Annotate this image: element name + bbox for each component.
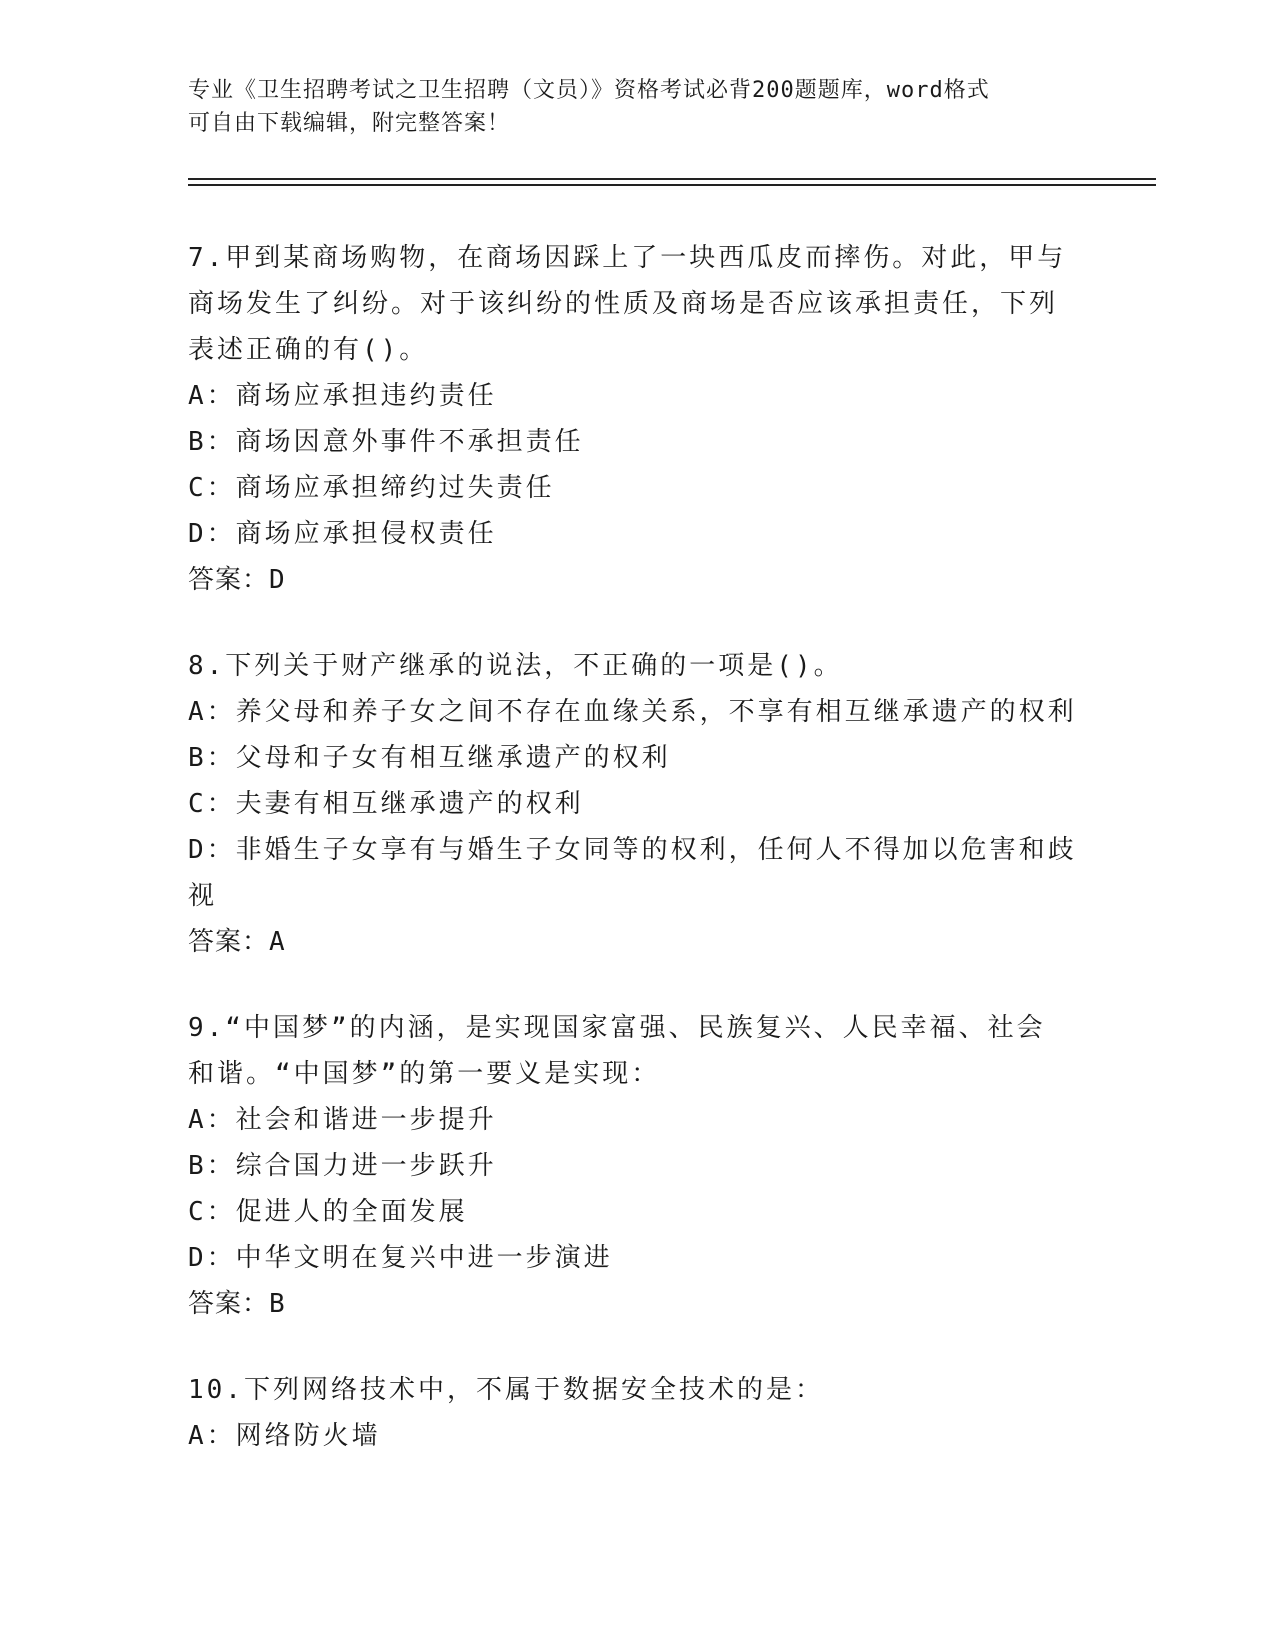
- option-c: C：商场应承担缔约过失责任: [188, 473, 555, 503]
- question-8: [188, 643, 1078, 965]
- question-list: [188, 235, 1078, 1499]
- option-b: B：父母和子女有相互继承遗产的权利: [188, 743, 671, 773]
- question-stem-line: 10.下列网络技术中，不属于数据安全技术的是：: [188, 1375, 824, 1405]
- option-b: B：商场因意外事件不承担责任: [188, 427, 584, 457]
- option-a: A：网络防火墙: [188, 1421, 381, 1451]
- option-c: C：夫妻有相互继承遗产的权利: [188, 789, 584, 819]
- question-9: [188, 1005, 1078, 1327]
- question-7: [188, 235, 1078, 603]
- option-a: A：养父母和养子女之间不存在血缘关系，不享有相互继承遗产的权利: [188, 697, 1077, 727]
- answer-line: 答案：A: [188, 927, 286, 957]
- option-c: C：促进人的全面发展: [188, 1197, 468, 1227]
- option-d: D：中华文明在复兴中进一步演进: [188, 1243, 613, 1273]
- question-stem-line: 商场发生了纠纷。对于该纠纷的性质及商场是否应该承担责任，下列: [188, 289, 1059, 319]
- option-d: D：非婚生子女享有与婚生子女同等的权利，任何人不得加以危害和歧: [188, 835, 1077, 865]
- answer-line: 答案：B: [188, 1289, 286, 1319]
- question-stem-line: 表述正确的有()。: [188, 335, 429, 365]
- option-d-continued: 视: [188, 881, 218, 911]
- question-stem-line: 8.下列关于财产继承的说法，不正确的一项是()。: [188, 651, 843, 681]
- header-divider-bottom: [188, 184, 1156, 186]
- header-line-1: 专业《卫生招聘考试之卫生招聘（文员）》资格考试必背200题题库，word格式: [188, 78, 990, 103]
- option-a: A：商场应承担违约责任: [188, 381, 497, 411]
- answer-line: 答案：D: [188, 565, 286, 595]
- document-header: [188, 74, 1068, 140]
- option-a: A：社会和谐进一步提升: [188, 1105, 497, 1135]
- header-divider-top: [188, 178, 1156, 180]
- question-stem-line: 7.甲到某商场购物，在商场因踩上了一块西瓜皮而摔伤。对此，甲与: [188, 243, 1067, 273]
- question-stem-line: 9.“中国梦”的内涵，是实现国家富强、民族复兴、人民幸福、社会: [188, 1013, 1046, 1043]
- question-stem-line: 和谐。“中国梦”的第一要义是实现：: [188, 1059, 661, 1089]
- option-b: B：综合国力进一步跃升: [188, 1151, 497, 1181]
- option-d: D：商场应承担侵权责任: [188, 519, 497, 549]
- header-line-2: 可自由下载编辑，附完整答案！: [188, 111, 511, 136]
- question-10: [188, 1367, 1078, 1459]
